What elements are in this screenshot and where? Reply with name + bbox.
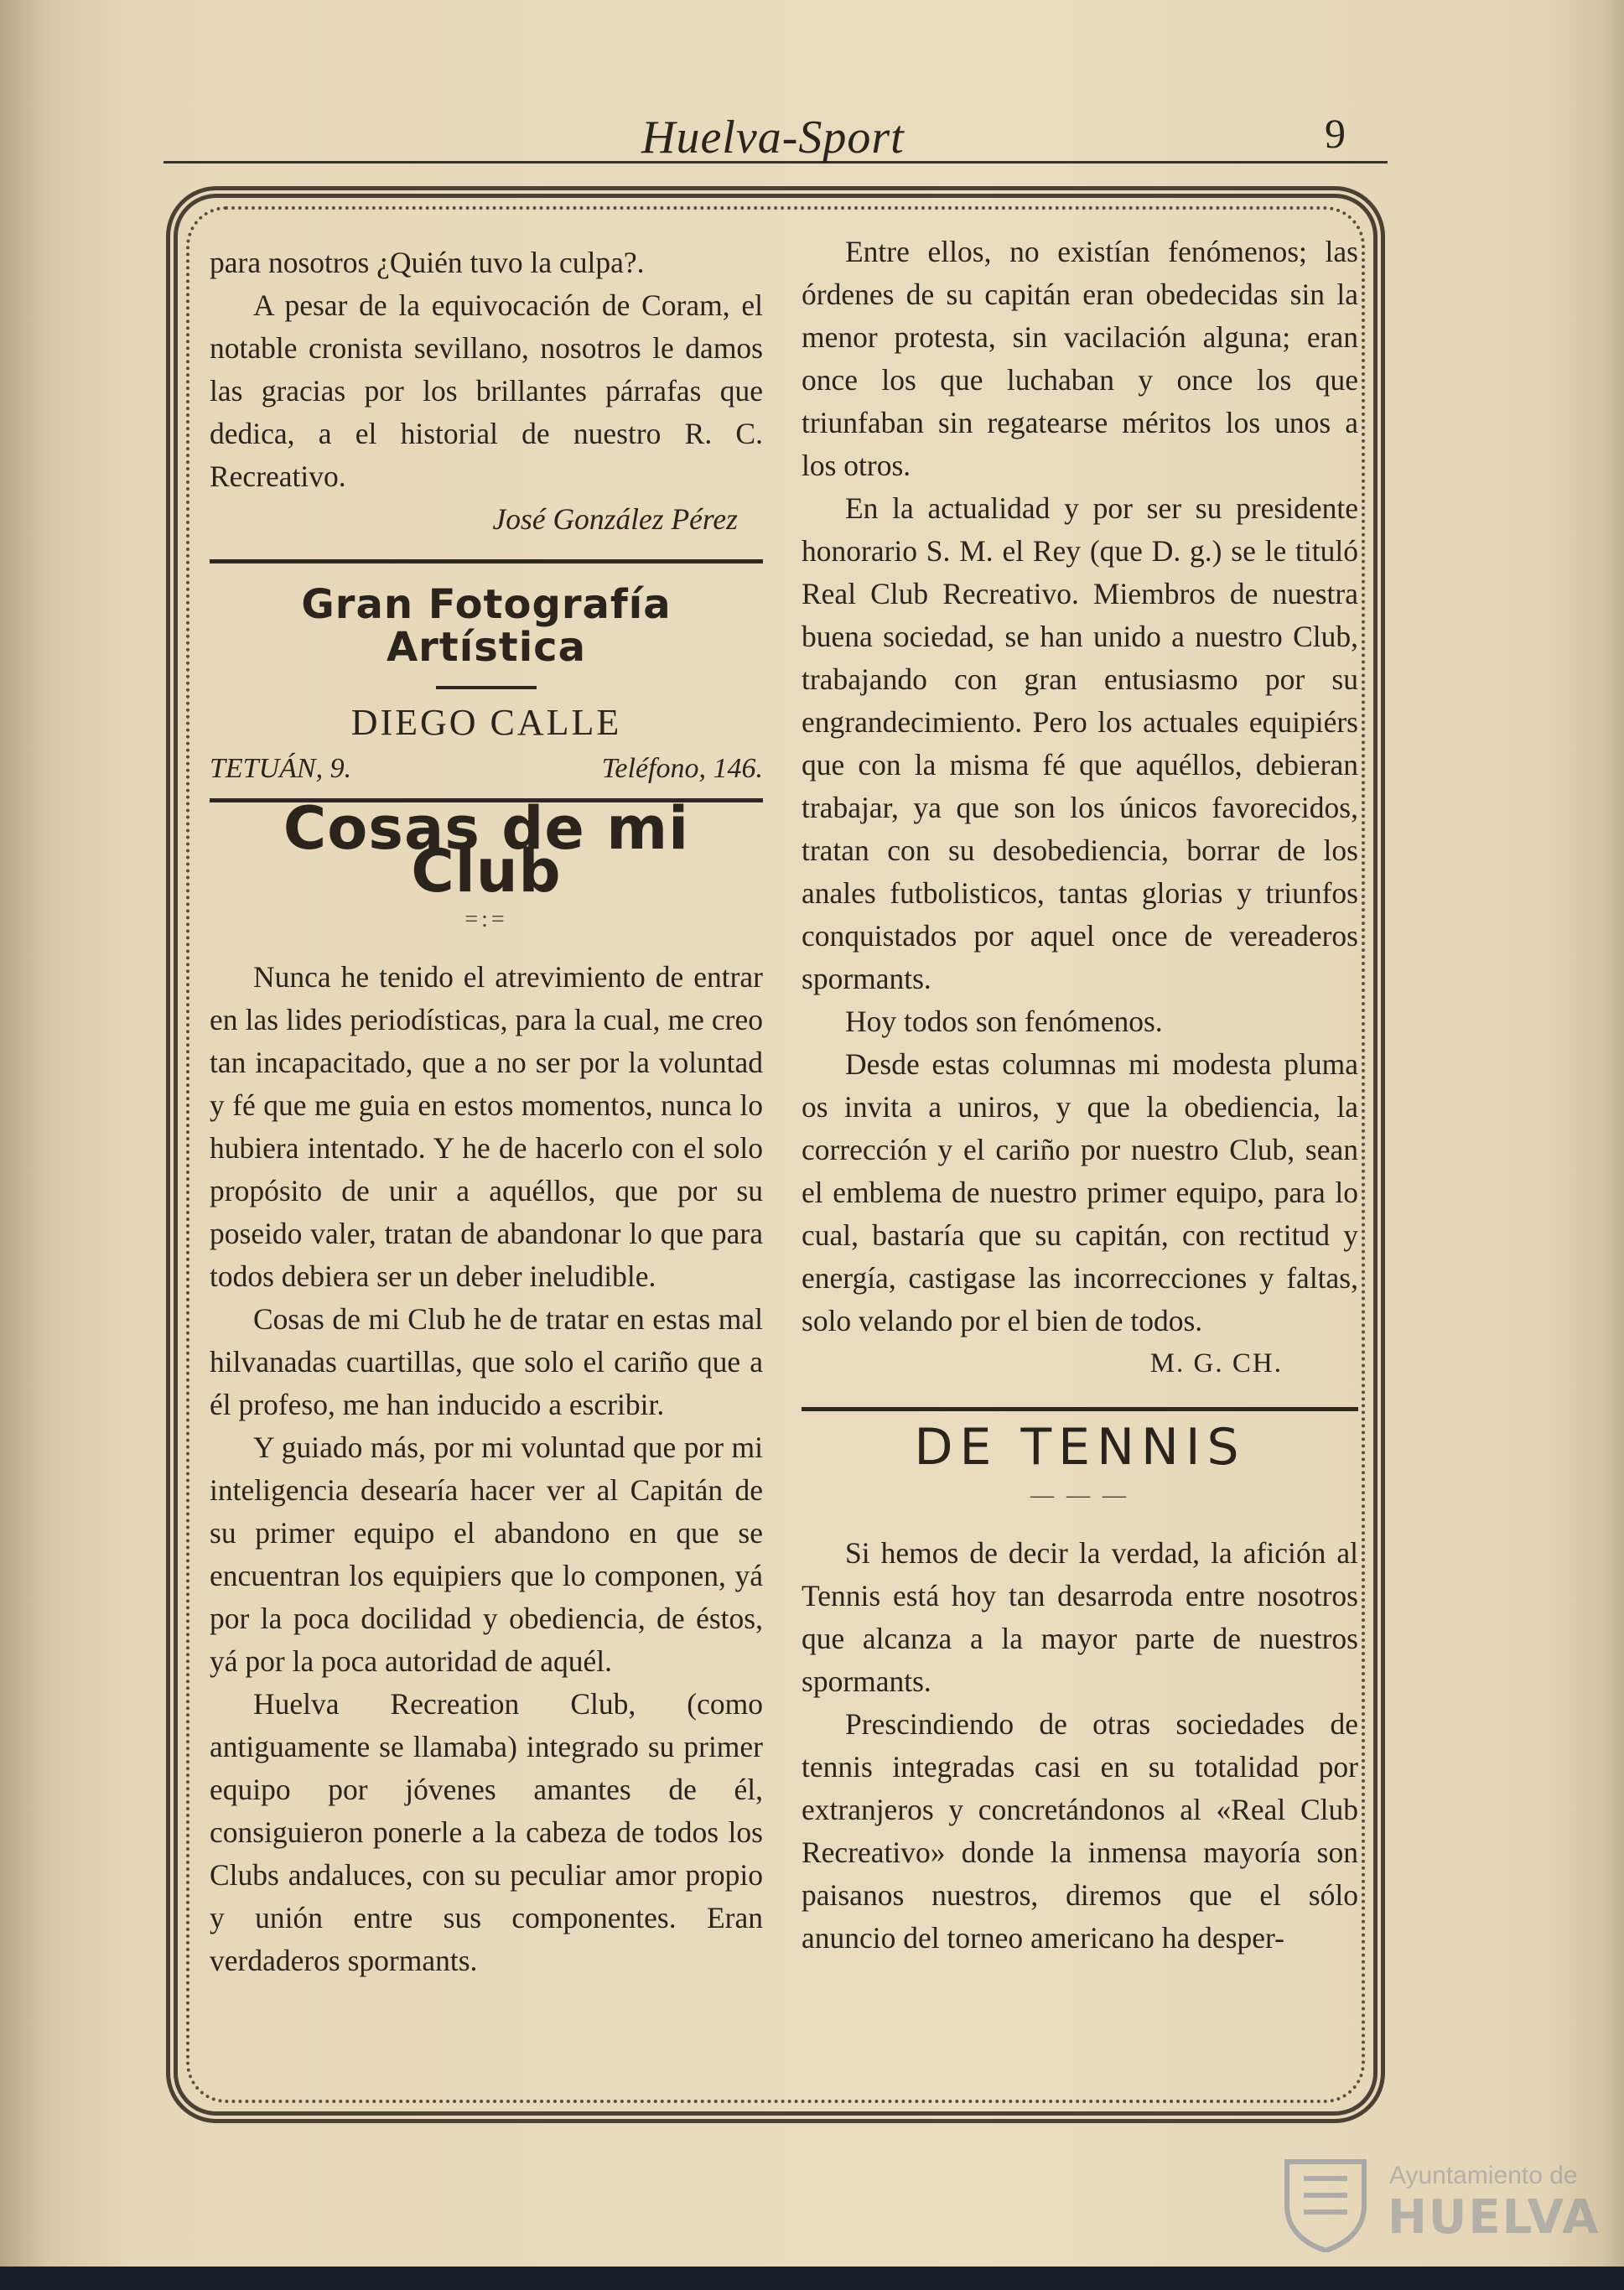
article-paragraph: Hoy todos son fenómenos. bbox=[845, 1005, 1163, 1038]
tennis-title: DE TENNIS bbox=[914, 1418, 1246, 1477]
magazine-title: Huelva-Sport bbox=[641, 112, 905, 164]
ad-address: TETUÁN, 9. bbox=[210, 753, 352, 784]
article-signature: M. G. CH. bbox=[1149, 1348, 1283, 1379]
divider bbox=[210, 559, 763, 563]
article-paragraph: Entre ellos, no existían fenómenos; las órdenes de su capitán eran obedecidas sin la menor protesta, sin vacilación alguna; eran once los que luchaban y once los que triunfaban sin regatearse méritos los unos a los otros. bbox=[802, 235, 1358, 482]
article-title: Cosas de mi Club bbox=[283, 794, 690, 906]
ad-phone: Teléfono, 146. bbox=[601, 753, 763, 784]
article-paragraph: Huelva Recreation Club, (como antiguamente se llamaba) integrado su primer equipo por jóvenes amantes de él, consiguieron ponerle a la cabeza de todos los Clubs andaluces, con su peculiar amor propio y unión entre sus componentes. Eran verdaderos spormants. bbox=[210, 1687, 763, 1977]
article-paragraph: Nunca he tenido el atrevimiento de entrar en las lides periodísticas, para la cual, me creo tan incapacitado, que a no ser por la voluntad y fé que me guia en estos momentos, nunca lo hubiera intentado. Y he de hacerlo con el solo propósito de unir a aquéllos, que por su poseido valer, tratan de abandonar lo que para todos debiera ser un deber ineludible. bbox=[210, 960, 763, 1293]
archive-watermark bbox=[1279, 2147, 1606, 2256]
article-paragraph: Y guiado más, por mi voluntad que por mi inteligencia desearía hacer ver al Capitán de su primer equipo el abandono en que se encuentran los equipiers que lo componen, yá por la poca docilidad y obediencia, de éstos, yá por la poca autoridad de aquél. bbox=[210, 1431, 763, 1678]
intro-paragraph: para nosotros ¿Quién tuvo la culpa?. bbox=[210, 246, 645, 279]
ad-contact bbox=[210, 747, 763, 790]
ad-divider bbox=[436, 686, 537, 689]
tennis-paragraph: Prescindiendo de otras sociedades de tennis integradas casi en su totalidad por extranjeros y concretándonos al «Real Club Recreativo» donde la inmensa mayoría son paisanos nuestros, diremos que el sólo anuncio del torneo americano ha desper- bbox=[802, 1707, 1358, 1955]
title-ornament: =:= bbox=[464, 906, 508, 932]
intro-signature: José González Pérez bbox=[492, 502, 738, 536]
intro-paragraph: A pesar de la equivocación de Coram, el notable cronista sevillano, nosotros le damos las gracias por los brillantes párrafas que dedica, a el historial de nuestro R. C. Recreativo. bbox=[210, 288, 763, 493]
scan-edge bbox=[0, 2267, 1624, 2290]
article-paragraph: Desde estas columnas mi modesta pluma os invita a uniros, y que la obediencia, la corrección y el cariño por nuestro Club, sean el emblema de nuestro primer equipo, para lo cual, bastaría que su capitán, con rectitud y energía, castigase las incorrecciones y faltas, solo velando por el bien de todos. bbox=[802, 1047, 1358, 1337]
right-column bbox=[802, 231, 1358, 1960]
shield-crest-icon bbox=[1279, 2153, 1372, 2252]
article-paragraph: Cosas de mi Club he de tratar en estas mal hilvanadas cuartillas, que solo el cariño que a él profeso, me han inducido a escribir. bbox=[210, 1302, 763, 1421]
ad-name: DIEGO CALLE bbox=[350, 702, 622, 743]
title-ornament: — — — bbox=[1030, 1483, 1129, 1508]
article-paragraph: En la actualidad y por ser su presidente honorario S. M. el Rey (que D. g.) se le tituló Real Club Recreativo. Miembros de nuestra buena sociedad, se han unido a nuestro Club, trabajando con gran entusiasmo por su engrandecimiento. Pero los actuales equipiérs que con la misma fé que aquéllos, debieran trabajar, ya que son los únicos favorecidos, tratan con su desobediencia, borrar de los anales futbolisticos, tantas glorias y triunfos conquistados por aquel once de vereaderos spormants. bbox=[802, 491, 1358, 995]
divider bbox=[802, 1407, 1358, 1411]
watermark-line2: HUELVA bbox=[1388, 2190, 1601, 2245]
ad-title: Gran Fotografía Artística bbox=[301, 581, 672, 671]
page-header bbox=[163, 109, 1388, 164]
left-column bbox=[210, 241, 763, 1982]
tennis-paragraph: Si hemos de decir la verdad, la afición al Tennis está hoy tan desarroda entre nosotros que alcanza a la mayor parte de nuestros spormants. bbox=[802, 1536, 1358, 1698]
watermark-line1: Ayuntamiento de bbox=[1389, 2162, 1578, 2189]
page-edge bbox=[1606, 0, 1624, 2290]
page-number: 9 bbox=[1325, 110, 1346, 157]
